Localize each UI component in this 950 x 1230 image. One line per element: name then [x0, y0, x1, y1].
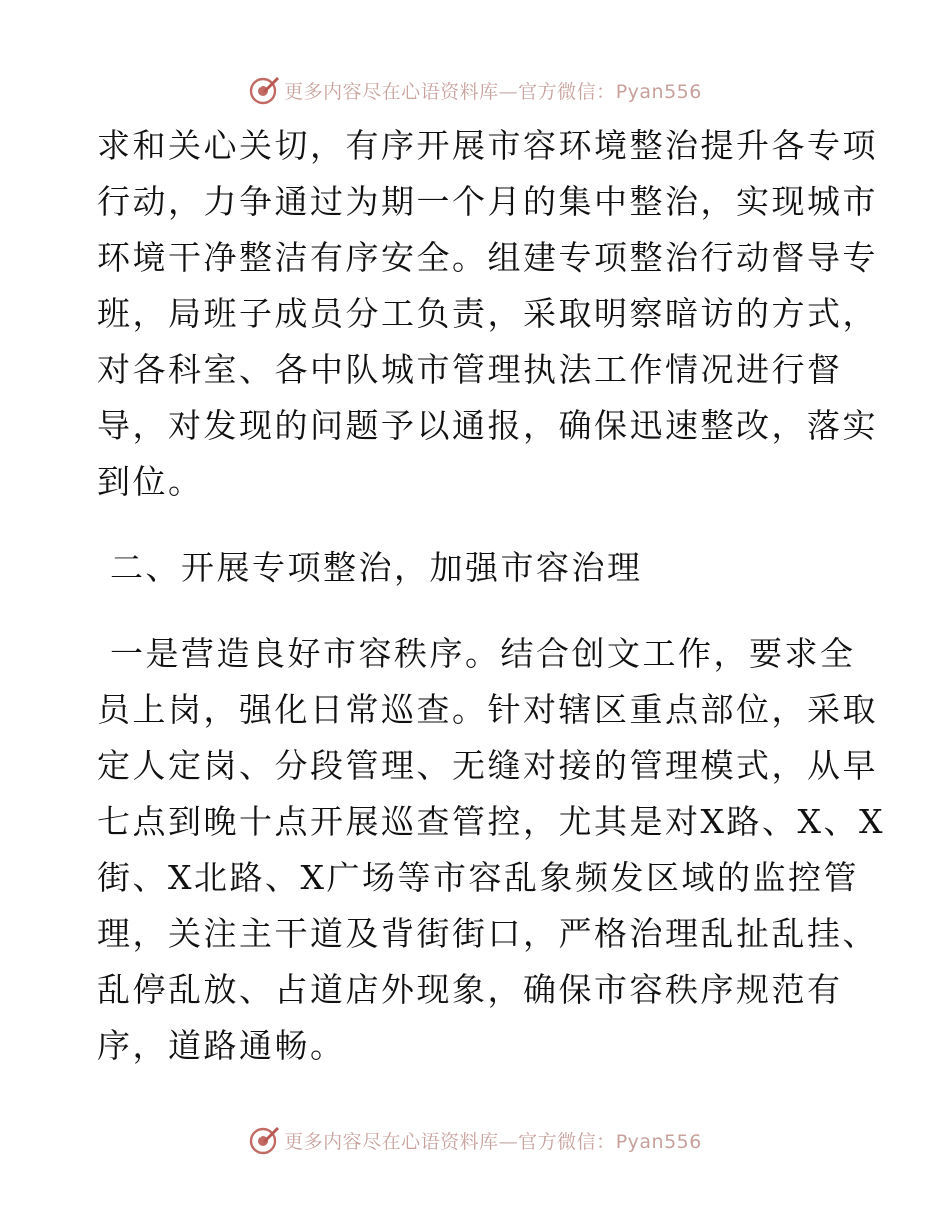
- text-line: 行动，力争通过为期一个月的集中整治，实现城市: [97, 182, 878, 221]
- text-line: 环境干净整洁有序安全。组建专项整治行动督导专: [97, 238, 878, 277]
- text-line: 员上岗，强化日常巡查。针对辖区重点部位，采取: [97, 690, 878, 729]
- text-line: 乱停乱放、占道店外现象，确保市容秩序规范有: [97, 970, 843, 1009]
- text-line: 七点到晚十点开展巡查管控，尤其是对X路、X、X: [97, 802, 885, 841]
- header-watermark-banner: [0, 70, 950, 110]
- quill-logo-icon: [248, 1124, 280, 1156]
- text-line: 求和关心关切，有序开展市容环境整治提升各专项: [97, 126, 878, 165]
- section-heading-text: 二、开展专项整治，加强市容治理: [97, 548, 643, 587]
- watermark-text: 更多内容尽在心语资料库—官方微信：Pyan556: [284, 1130, 702, 1153]
- footer-watermark-banner: [0, 1120, 950, 1160]
- section-heading: [97, 540, 857, 596]
- paragraph-2: [97, 626, 885, 1074]
- text-line: 班，局班子成员分工负责，采取明察暗访的方式，: [97, 294, 878, 333]
- quill-logo-icon: [248, 74, 280, 106]
- text-line: 定人定岗、分段管理、无缝对接的管理模式，从早: [97, 746, 878, 785]
- paragraph-1: [97, 118, 878, 510]
- document-body: [97, 118, 885, 1074]
- text-line: 到位。: [97, 462, 204, 501]
- text-line: 街、X北路、X广场等市容乱象频发区域的监控管: [97, 858, 859, 897]
- watermark-text: 更多内容尽在心语资料库—官方微信：Pyan556: [284, 80, 702, 103]
- text-line: 对各科室、各中队城市管理执法工作情况进行督: [97, 350, 843, 389]
- text-line: 序，道路通畅。: [97, 1026, 346, 1065]
- text-line: 理，关注主干道及背街街口，严格治理乱扯乱挂、: [97, 914, 878, 953]
- text-line: 一是营造良好市容秩序。结合创文工作，要求全: [97, 634, 856, 673]
- text-line: 导，对发现的问题予以通报，确保迅速整改，落实: [97, 406, 878, 445]
